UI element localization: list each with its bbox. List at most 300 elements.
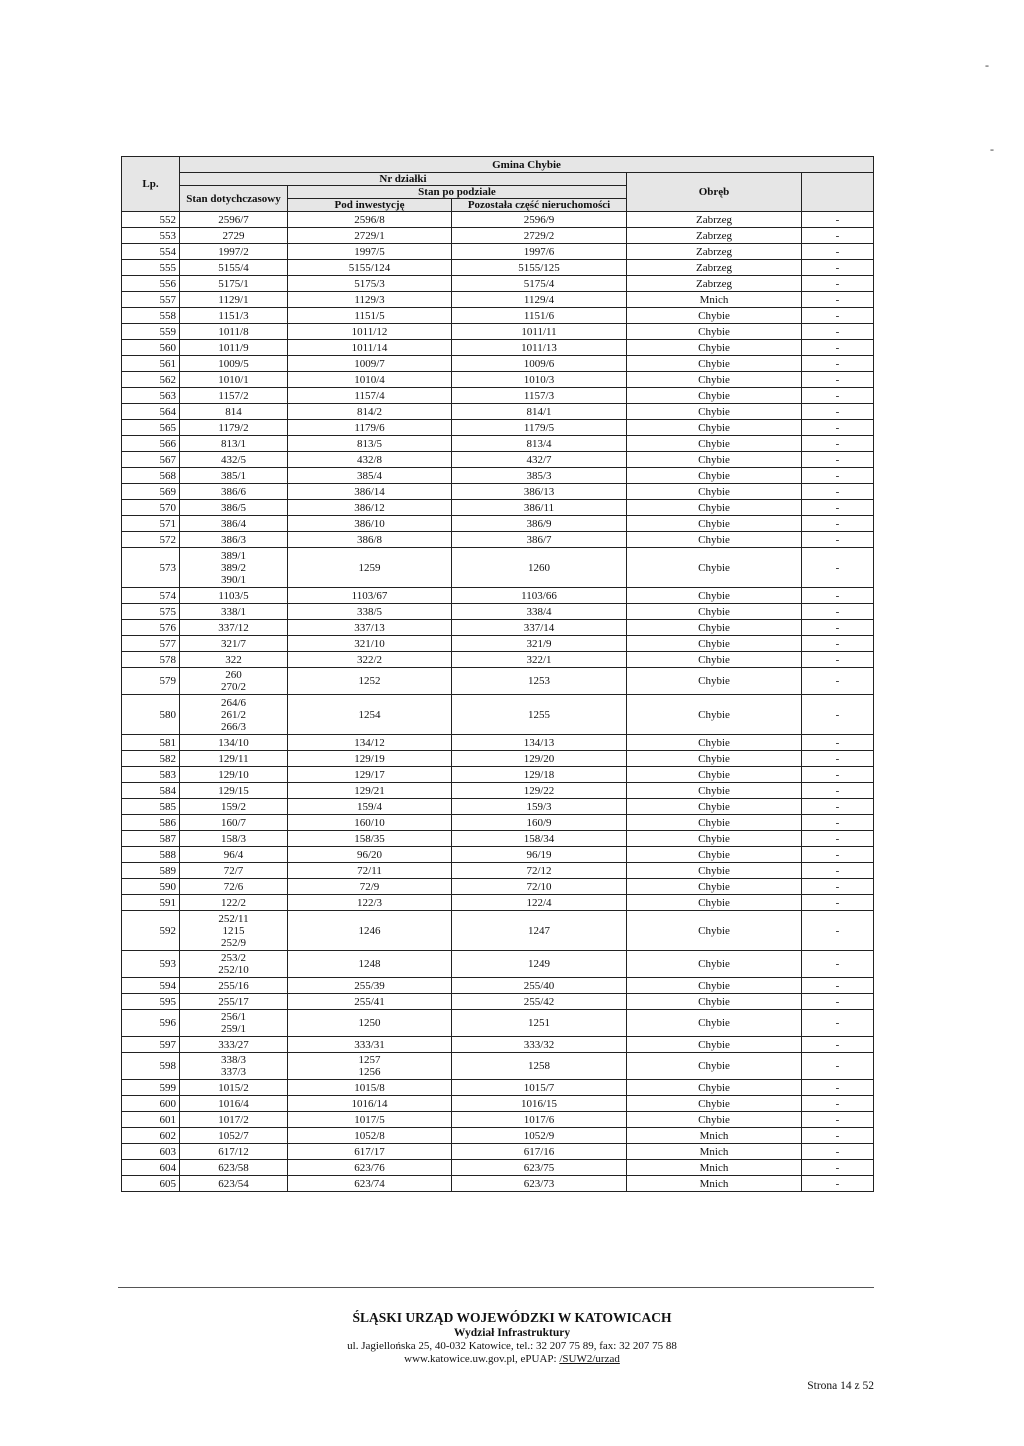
pod-inwestycje-cell: 432/8 [288, 452, 452, 468]
blank-cell: - [802, 588, 874, 604]
blank-cell: - [802, 1010, 874, 1037]
blank-cell: - [802, 212, 874, 228]
pod-inwestycje-cell: 1009/7 [288, 356, 452, 372]
pozostala-czesc-cell: 386/7 [452, 532, 627, 548]
obreb-cell: Chybie [627, 588, 802, 604]
obreb-cell: Mnich [627, 1144, 802, 1160]
obreb-cell: Chybie [627, 799, 802, 815]
blank-cell: - [802, 604, 874, 620]
pozostala-czesc-cell: 1011/13 [452, 340, 627, 356]
stan-dotychczasowy-cell: 260 270/2 [180, 668, 288, 695]
blank-cell: - [802, 1128, 874, 1144]
pozostala-czesc-cell: 72/10 [452, 879, 627, 895]
header-blank [802, 173, 874, 212]
lp-cell: 596 [122, 1010, 180, 1037]
pozostala-czesc-cell: 386/9 [452, 516, 627, 532]
obreb-cell: Chybie [627, 484, 802, 500]
table-row [122, 228, 874, 244]
blank-cell: - [802, 1112, 874, 1128]
lp-cell: 568 [122, 468, 180, 484]
lp-cell: 592 [122, 911, 180, 951]
blank-cell: - [802, 695, 874, 735]
lp-cell: 579 [122, 668, 180, 695]
stan-dotychczasowy-cell: 386/5 [180, 500, 288, 516]
stan-dotychczasowy-cell: 1011/8 [180, 324, 288, 340]
lp-cell: 594 [122, 978, 180, 994]
blank-cell: - [802, 1096, 874, 1112]
pod-inwestycje-cell: 338/5 [288, 604, 452, 620]
stan-dotychczasowy-cell: 617/12 [180, 1144, 288, 1160]
pod-inwestycje-cell: 623/76 [288, 1160, 452, 1176]
stan-dotychczasowy-cell: 96/4 [180, 847, 288, 863]
table-row [122, 500, 874, 516]
pozostala-czesc-cell: 814/1 [452, 404, 627, 420]
table-row [122, 815, 874, 831]
stan-dotychczasowy-cell: 385/1 [180, 468, 288, 484]
obreb-cell: Chybie [627, 911, 802, 951]
stan-dotychczasowy-cell: 129/10 [180, 767, 288, 783]
lp-cell: 562 [122, 372, 180, 388]
lp-cell: 605 [122, 1176, 180, 1192]
table-row [122, 767, 874, 783]
header-obreb: Obręb [627, 173, 802, 212]
blank-cell: - [802, 1160, 874, 1176]
blank-cell: - [802, 1176, 874, 1192]
obreb-cell: Chybie [627, 436, 802, 452]
pod-inwestycje-cell: 1257 1256 [288, 1053, 452, 1080]
pozostala-czesc-cell: 134/13 [452, 735, 627, 751]
blank-cell: - [802, 244, 874, 260]
pozostala-czesc-cell: 1253 [452, 668, 627, 695]
pod-inwestycje-cell: 617/17 [288, 1144, 452, 1160]
obreb-cell: Chybie [627, 815, 802, 831]
stan-dotychczasowy-cell: 72/7 [180, 863, 288, 879]
pod-inwestycje-cell: 337/13 [288, 620, 452, 636]
stan-dotychczasowy-cell: 253/2 252/10 [180, 951, 288, 978]
blank-cell: - [802, 783, 874, 799]
table-row [122, 308, 874, 324]
table-row [122, 372, 874, 388]
obreb-cell: Chybie [627, 1010, 802, 1037]
pozostala-czesc-cell: 122/4 [452, 895, 627, 911]
pod-inwestycje-cell: 333/31 [288, 1037, 452, 1053]
table-row [122, 420, 874, 436]
blank-cell: - [802, 468, 874, 484]
pod-inwestycje-cell: 159/4 [288, 799, 452, 815]
pod-inwestycje-cell: 1010/4 [288, 372, 452, 388]
blank-cell: - [802, 668, 874, 695]
obreb-cell: Chybie [627, 372, 802, 388]
pod-inwestycje-cell: 385/4 [288, 468, 452, 484]
stan-dotychczasowy-cell: 122/2 [180, 895, 288, 911]
pod-inwestycje-cell: 321/10 [288, 636, 452, 652]
lp-cell: 552 [122, 212, 180, 228]
blank-cell: - [802, 436, 874, 452]
pozostala-czesc-cell: 158/34 [452, 831, 627, 847]
lp-cell: 577 [122, 636, 180, 652]
pod-inwestycje-cell: 1011/12 [288, 324, 452, 340]
blank-cell: - [802, 484, 874, 500]
pod-inwestycje-cell: 386/8 [288, 532, 452, 548]
pod-inwestycje-cell: 158/35 [288, 831, 452, 847]
pod-inwestycje-cell: 322/2 [288, 652, 452, 668]
lp-cell: 602 [122, 1128, 180, 1144]
lp-cell: 597 [122, 1037, 180, 1053]
pod-inwestycje-cell: 386/12 [288, 500, 452, 516]
stan-dotychczasowy-cell: 386/4 [180, 516, 288, 532]
footer-dept: Wydział Infrastruktury [453, 1327, 571, 1339]
pozostala-czesc-cell: 255/40 [452, 978, 627, 994]
obreb-cell: Zabrzeg [627, 276, 802, 292]
table-row [122, 356, 874, 372]
table-row [122, 260, 874, 276]
lp-cell: 584 [122, 783, 180, 799]
pod-inwestycje-cell: 2596/8 [288, 212, 452, 228]
table-row [122, 1160, 874, 1176]
stan-dotychczasowy-cell: 158/3 [180, 831, 288, 847]
pod-inwestycje-cell: 814/2 [288, 404, 452, 420]
pozostala-czesc-cell: 129/20 [452, 751, 627, 767]
pozostala-czesc-cell: 1015/7 [452, 1080, 627, 1096]
header-nr-dzialki: Nr działki [180, 173, 627, 186]
margin-mark: - [990, 142, 994, 156]
table-row [122, 1096, 874, 1112]
lp-cell: 586 [122, 815, 180, 831]
page-number: Strona 14 z 52 [807, 1380, 874, 1392]
stan-dotychczasowy-cell: 2729 [180, 228, 288, 244]
pozostala-czesc-cell: 2729/2 [452, 228, 627, 244]
pozostala-czesc-cell: 623/73 [452, 1176, 627, 1192]
table-row [122, 911, 874, 951]
lp-cell: 603 [122, 1144, 180, 1160]
footer [0, 1310, 1024, 1365]
obreb-cell: Chybie [627, 388, 802, 404]
blank-cell: - [802, 388, 874, 404]
stan-dotychczasowy-cell: 623/58 [180, 1160, 288, 1176]
table-row [122, 783, 874, 799]
lp-cell: 569 [122, 484, 180, 500]
pozostala-czesc-cell: 96/19 [452, 847, 627, 863]
stan-dotychczasowy-cell: 1016/4 [180, 1096, 288, 1112]
pozostala-czesc-cell: 1010/3 [452, 372, 627, 388]
pod-inwestycje-cell: 1259 [288, 548, 452, 588]
blank-cell: - [802, 879, 874, 895]
stan-dotychczasowy-cell: 321/7 [180, 636, 288, 652]
obreb-cell: Chybie [627, 751, 802, 767]
stan-dotychczasowy-cell: 160/7 [180, 815, 288, 831]
pozostala-czesc-cell: 129/18 [452, 767, 627, 783]
header-lp: Lp. [122, 157, 180, 212]
lp-cell: 572 [122, 532, 180, 548]
table-row [122, 879, 874, 895]
stan-dotychczasowy-cell: 386/6 [180, 484, 288, 500]
pozostala-czesc-cell: 333/32 [452, 1037, 627, 1053]
obreb-cell: Chybie [627, 604, 802, 620]
lp-cell: 559 [122, 324, 180, 340]
parcel-table [121, 156, 874, 1192]
header-pozostala-czesc: Pozostała część nieruchomości [452, 199, 627, 212]
lp-cell: 591 [122, 895, 180, 911]
footer-web-link[interactable]: /SUW2/urzad [559, 1353, 620, 1365]
blank-cell: - [802, 532, 874, 548]
stan-dotychczasowy-cell: 432/5 [180, 452, 288, 468]
stan-dotychczasowy-cell: 386/3 [180, 532, 288, 548]
footer-address: ul. Jagiellońska 25, 40-032 Katowice, tel.: 32 207 75 89, fax: 32 207 75 88 [347, 1340, 677, 1352]
pozostala-czesc-cell: 385/3 [452, 468, 627, 484]
table-row [122, 847, 874, 863]
pod-inwestycje-cell: 255/41 [288, 994, 452, 1010]
obreb-cell: Chybie [627, 735, 802, 751]
table-row [122, 468, 874, 484]
blank-cell: - [802, 452, 874, 468]
blank-cell: - [802, 372, 874, 388]
pod-inwestycje-cell: 160/10 [288, 815, 452, 831]
lp-cell: 566 [122, 436, 180, 452]
pozostala-czesc-cell: 1255 [452, 695, 627, 735]
pod-inwestycje-cell: 1052/8 [288, 1128, 452, 1144]
pod-inwestycje-cell: 1016/14 [288, 1096, 452, 1112]
pod-inwestycje-cell: 129/21 [288, 783, 452, 799]
obreb-cell: Chybie [627, 847, 802, 863]
blank-cell: - [802, 863, 874, 879]
blank-cell: - [802, 356, 874, 372]
pozostala-czesc-cell: 322/1 [452, 652, 627, 668]
blank-cell: - [802, 799, 874, 815]
table-row [122, 751, 874, 767]
pozostala-czesc-cell: 1251 [452, 1010, 627, 1037]
footer-org: ŚLĄSKI URZĄD WOJEWÓDZKI W KATOWICACH [352, 1310, 672, 1325]
stan-dotychczasowy-cell: 256/1 259/1 [180, 1010, 288, 1037]
lp-cell: 583 [122, 767, 180, 783]
stan-dotychczasowy-cell: 5175/1 [180, 276, 288, 292]
lp-cell: 556 [122, 276, 180, 292]
pozostala-czesc-cell: 386/11 [452, 500, 627, 516]
pod-inwestycje-cell: 1017/5 [288, 1112, 452, 1128]
pod-inwestycje-cell: 1157/4 [288, 388, 452, 404]
pozostala-czesc-cell: 337/14 [452, 620, 627, 636]
stan-dotychczasowy-cell: 1157/2 [180, 388, 288, 404]
pozostala-czesc-cell: 1129/4 [452, 292, 627, 308]
stan-dotychczasowy-cell: 322 [180, 652, 288, 668]
obreb-cell: Zabrzeg [627, 212, 802, 228]
obreb-cell: Chybie [627, 951, 802, 978]
blank-cell: - [802, 847, 874, 863]
table-row [122, 276, 874, 292]
stan-dotychczasowy-cell: 338/3 337/3 [180, 1053, 288, 1080]
pozostala-czesc-cell: 160/9 [452, 815, 627, 831]
blank-cell: - [802, 324, 874, 340]
obreb-cell: Chybie [627, 532, 802, 548]
stan-dotychczasowy-cell: 129/15 [180, 783, 288, 799]
table-row [122, 548, 874, 588]
blank-cell: - [802, 1037, 874, 1053]
obreb-cell: Mnich [627, 1176, 802, 1192]
table-header [122, 157, 874, 212]
lp-cell: 554 [122, 244, 180, 260]
pod-inwestycje-cell: 96/20 [288, 847, 452, 863]
lp-cell: 581 [122, 735, 180, 751]
pod-inwestycje-cell: 129/19 [288, 751, 452, 767]
table-row [122, 484, 874, 500]
table-row [122, 532, 874, 548]
pod-inwestycje-cell: 1151/5 [288, 308, 452, 324]
pozostala-czesc-cell: 255/42 [452, 994, 627, 1010]
lp-cell: 564 [122, 404, 180, 420]
pozostala-czesc-cell: 5155/125 [452, 260, 627, 276]
table-row [122, 212, 874, 228]
lp-cell: 598 [122, 1053, 180, 1080]
table-row [122, 1080, 874, 1096]
footer-divider [118, 1287, 874, 1288]
stan-dotychczasowy-cell: 252/11 1215 252/9 [180, 911, 288, 951]
table-row [122, 588, 874, 604]
table-row [122, 1037, 874, 1053]
obreb-cell: Chybie [627, 620, 802, 636]
obreb-cell: Chybie [627, 420, 802, 436]
obreb-cell: Chybie [627, 668, 802, 695]
stan-dotychczasowy-cell: 389/1 389/2 390/1 [180, 548, 288, 588]
table-row [122, 799, 874, 815]
lp-cell: 553 [122, 228, 180, 244]
table-row [122, 863, 874, 879]
obreb-cell: Chybie [627, 324, 802, 340]
pozostala-czesc-cell: 72/12 [452, 863, 627, 879]
pod-inwestycje-cell: 1252 [288, 668, 452, 695]
lp-cell: 573 [122, 548, 180, 588]
blank-cell: - [802, 420, 874, 436]
blank-cell: - [802, 1144, 874, 1160]
pozostala-czesc-cell: 1997/6 [452, 244, 627, 260]
pozostala-czesc-cell: 129/22 [452, 783, 627, 799]
stan-dotychczasowy-cell: 2596/7 [180, 212, 288, 228]
table-row [122, 1053, 874, 1080]
pozostala-czesc-cell: 5175/4 [452, 276, 627, 292]
table-row [122, 1010, 874, 1037]
table-row [122, 244, 874, 260]
margin-mark: - [985, 58, 989, 72]
obreb-cell: Chybie [627, 500, 802, 516]
pod-inwestycje-cell: 5155/124 [288, 260, 452, 276]
obreb-cell: Chybie [627, 516, 802, 532]
obreb-cell: Mnich [627, 1160, 802, 1176]
table-row [122, 668, 874, 695]
table-row [122, 324, 874, 340]
blank-cell: - [802, 895, 874, 911]
obreb-cell: Chybie [627, 1053, 802, 1080]
lp-cell: 567 [122, 452, 180, 468]
pozostala-czesc-cell: 1011/11 [452, 324, 627, 340]
stan-dotychczasowy-cell: 1011/9 [180, 340, 288, 356]
stan-dotychczasowy-cell: 1179/2 [180, 420, 288, 436]
blank-cell: - [802, 340, 874, 356]
blank-cell: - [802, 1053, 874, 1080]
lp-cell: 576 [122, 620, 180, 636]
pozostala-czesc-cell: 1052/9 [452, 1128, 627, 1144]
pozostala-czesc-cell: 338/4 [452, 604, 627, 620]
obreb-cell: Chybie [627, 340, 802, 356]
pod-inwestycje-cell: 2729/1 [288, 228, 452, 244]
pod-inwestycje-cell: 129/17 [288, 767, 452, 783]
table-row [122, 636, 874, 652]
pozostala-czesc-cell: 432/7 [452, 452, 627, 468]
stan-dotychczasowy-cell: 1151/3 [180, 308, 288, 324]
obreb-cell: Chybie [627, 308, 802, 324]
stan-dotychczasowy-cell: 255/16 [180, 978, 288, 994]
lp-cell: 588 [122, 847, 180, 863]
pod-inwestycje-cell: 1248 [288, 951, 452, 978]
stan-dotychczasowy-cell: 255/17 [180, 994, 288, 1010]
blank-cell: - [802, 1080, 874, 1096]
obreb-cell: Chybie [627, 895, 802, 911]
lp-cell: 604 [122, 1160, 180, 1176]
pozostala-czesc-cell: 1258 [452, 1053, 627, 1080]
stan-dotychczasowy-cell: 5155/4 [180, 260, 288, 276]
pozostala-czesc-cell: 1017/6 [452, 1112, 627, 1128]
obreb-cell: Chybie [627, 783, 802, 799]
stan-dotychczasowy-cell: 337/12 [180, 620, 288, 636]
obreb-cell: Chybie [627, 767, 802, 783]
obreb-cell: Chybie [627, 468, 802, 484]
table-row [122, 978, 874, 994]
lp-cell: 587 [122, 831, 180, 847]
stan-dotychczasowy-cell: 264/6 261/2 266/3 [180, 695, 288, 735]
parcel-table-container [121, 156, 873, 1192]
stan-dotychczasowy-cell: 1015/2 [180, 1080, 288, 1096]
obreb-cell: Chybie [627, 1037, 802, 1053]
blank-cell: - [802, 652, 874, 668]
top-rows [122, 212, 874, 292]
obreb-cell: Chybie [627, 1096, 802, 1112]
table-row [122, 452, 874, 468]
blank-cell: - [802, 951, 874, 978]
blank-cell: - [802, 735, 874, 751]
pozostala-czesc-cell: 623/75 [452, 1160, 627, 1176]
blank-cell: - [802, 620, 874, 636]
lp-cell: 582 [122, 751, 180, 767]
stan-dotychczasowy-cell: 1129/1 [180, 292, 288, 308]
pozostala-czesc-cell: 1260 [452, 548, 627, 588]
pod-inwestycje-cell: 1179/6 [288, 420, 452, 436]
pod-inwestycje-cell: 1246 [288, 911, 452, 951]
obreb-cell: Chybie [627, 548, 802, 588]
table-row [122, 1112, 874, 1128]
lp-cell: 578 [122, 652, 180, 668]
lp-cell: 600 [122, 1096, 180, 1112]
blank-cell: - [802, 911, 874, 951]
lp-cell: 599 [122, 1080, 180, 1096]
table-row [122, 1144, 874, 1160]
pod-inwestycje-cell: 1011/14 [288, 340, 452, 356]
lp-cell: 589 [122, 863, 180, 879]
blank-cell: - [802, 831, 874, 847]
main-rows [122, 292, 874, 1192]
pod-inwestycje-cell: 623/74 [288, 1176, 452, 1192]
blank-cell: - [802, 767, 874, 783]
table-row [122, 340, 874, 356]
table-row [122, 516, 874, 532]
pod-inwestycje-cell: 1997/5 [288, 244, 452, 260]
blank-cell: - [802, 404, 874, 420]
pozostala-czesc-cell: 617/16 [452, 1144, 627, 1160]
pozostala-czesc-cell: 1151/6 [452, 308, 627, 324]
blank-cell: - [802, 994, 874, 1010]
obreb-cell: Chybie [627, 636, 802, 652]
pod-inwestycje-cell: 72/11 [288, 863, 452, 879]
lp-cell: 563 [122, 388, 180, 404]
pozostala-czesc-cell: 1103/66 [452, 588, 627, 604]
stan-dotychczasowy-cell: 814 [180, 404, 288, 420]
obreb-cell: Mnich [627, 1128, 802, 1144]
